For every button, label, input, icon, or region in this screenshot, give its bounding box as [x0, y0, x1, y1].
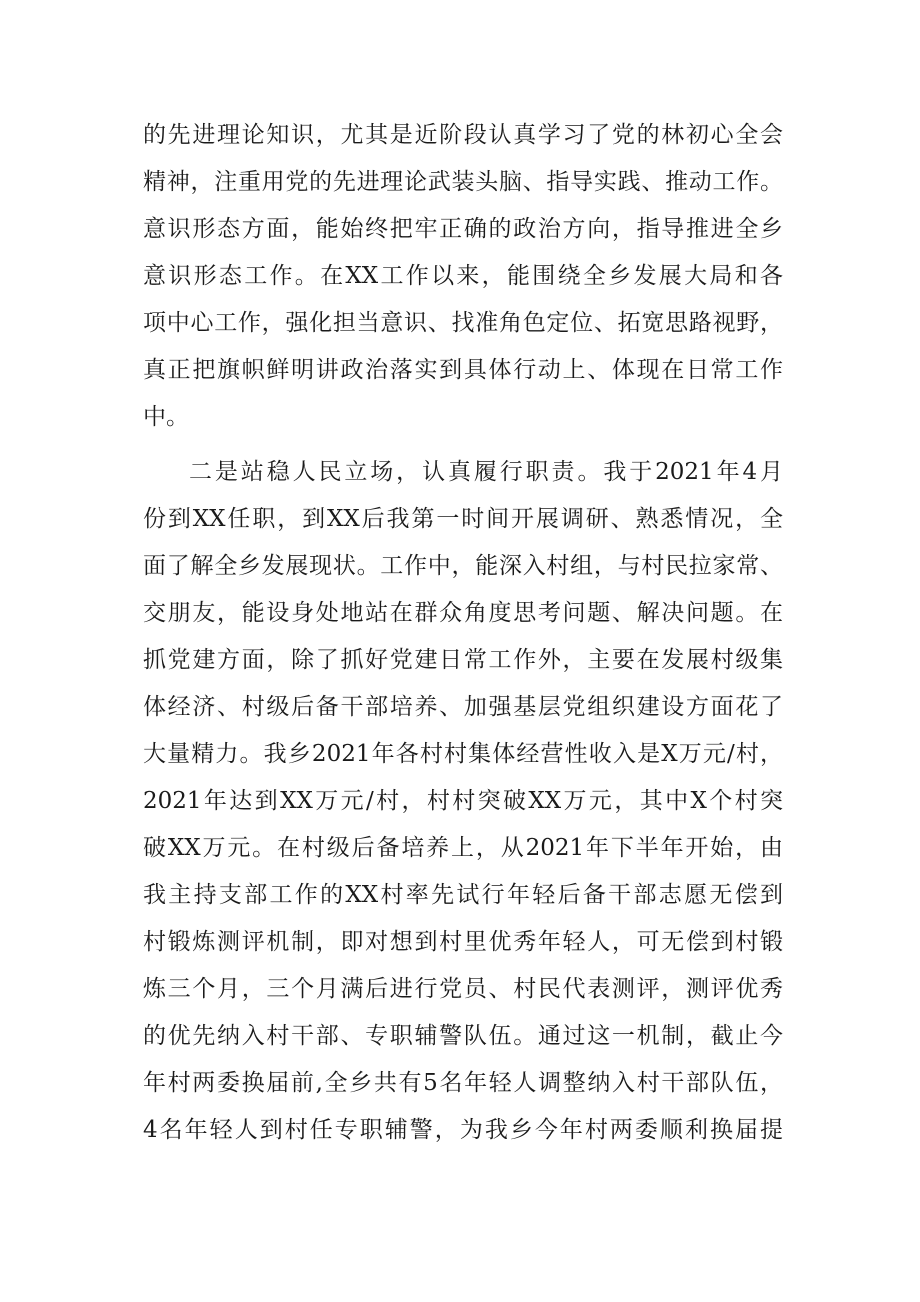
- text-line: 2021年达到XX万元/村，村村突破XX万元，其中X个村突: [143, 788, 783, 814]
- text-line: 的先进理论知识，尤其是近阶段认真学习了党的林初心全会: [143, 122, 783, 148]
- text-line: 意识形态工作。在XX工作以来，能围绕全乡发展大局和各: [143, 263, 783, 289]
- paragraph-2: [143, 449, 783, 1201]
- text-line: 年村两委换届前,全乡共有5名年轻人调整纳入村干部队伍，: [143, 1070, 783, 1096]
- text-line: 中。: [143, 404, 189, 430]
- text-line: 项中心工作，强化担当意识、找准角色定位、拓宽思路视野，: [143, 310, 783, 336]
- text-line: 破XX万元。在村级后备培养上，从2021年下半年开始，由: [143, 835, 783, 861]
- text-line: 抓党建方面，除了抓好党建日常工作外，主要在发展村级集: [143, 647, 783, 673]
- text-line: 真正把旗帜鲜明讲政治落实到具体行动上、体现在日常工作: [143, 357, 783, 383]
- text-line: 4名年轻人到村任专职辅警，为我乡今年村两委顺利换届提: [143, 1117, 783, 1143]
- text-line: 意识形态方面，能始终把牢正确的政治方向，指导推进全乡: [143, 216, 783, 242]
- text-line: 大量精力。我乡2021年各村村集体经营性收入是X万元/村，: [143, 741, 783, 767]
- text-line: 炼三个月，三个月满后进行党员、村民代表测评，测评优秀: [143, 976, 783, 1002]
- text-line: 村锻炼测评机制，即对想到村里优秀年轻人，可无偿到村锻: [143, 929, 783, 955]
- text-line: 我主持支部工作的XX村率先试行年轻后备干部志愿无偿到: [143, 882, 783, 908]
- text-line: 交朋友，能设身处地站在群众角度思考问题、解决问题。在: [143, 600, 783, 626]
- text-line: 二是站稳人民立场，认真履行职责。我于2021年4月: [189, 459, 783, 485]
- text-line: [143, 1154, 783, 1201]
- text-line: 面了解全乡发展现状。工作中，能深入村组，与村民拉家常、: [143, 553, 783, 579]
- paragraph-1: [143, 112, 783, 441]
- text-line: 份到XX任职，到XX后我第一时间开展调研、熟悉情况，全: [143, 506, 783, 532]
- text-line: 体经济、村级后备干部培养、加强基层党组织建设方面花了: [143, 694, 783, 720]
- text-line: 的优先纳入村干部、专职辅警队伍。通过这一机制，截止今: [143, 1023, 783, 1049]
- text-line: 精神，注重用党的先进理论武装头脑、指导实践、推动工作。: [143, 169, 783, 195]
